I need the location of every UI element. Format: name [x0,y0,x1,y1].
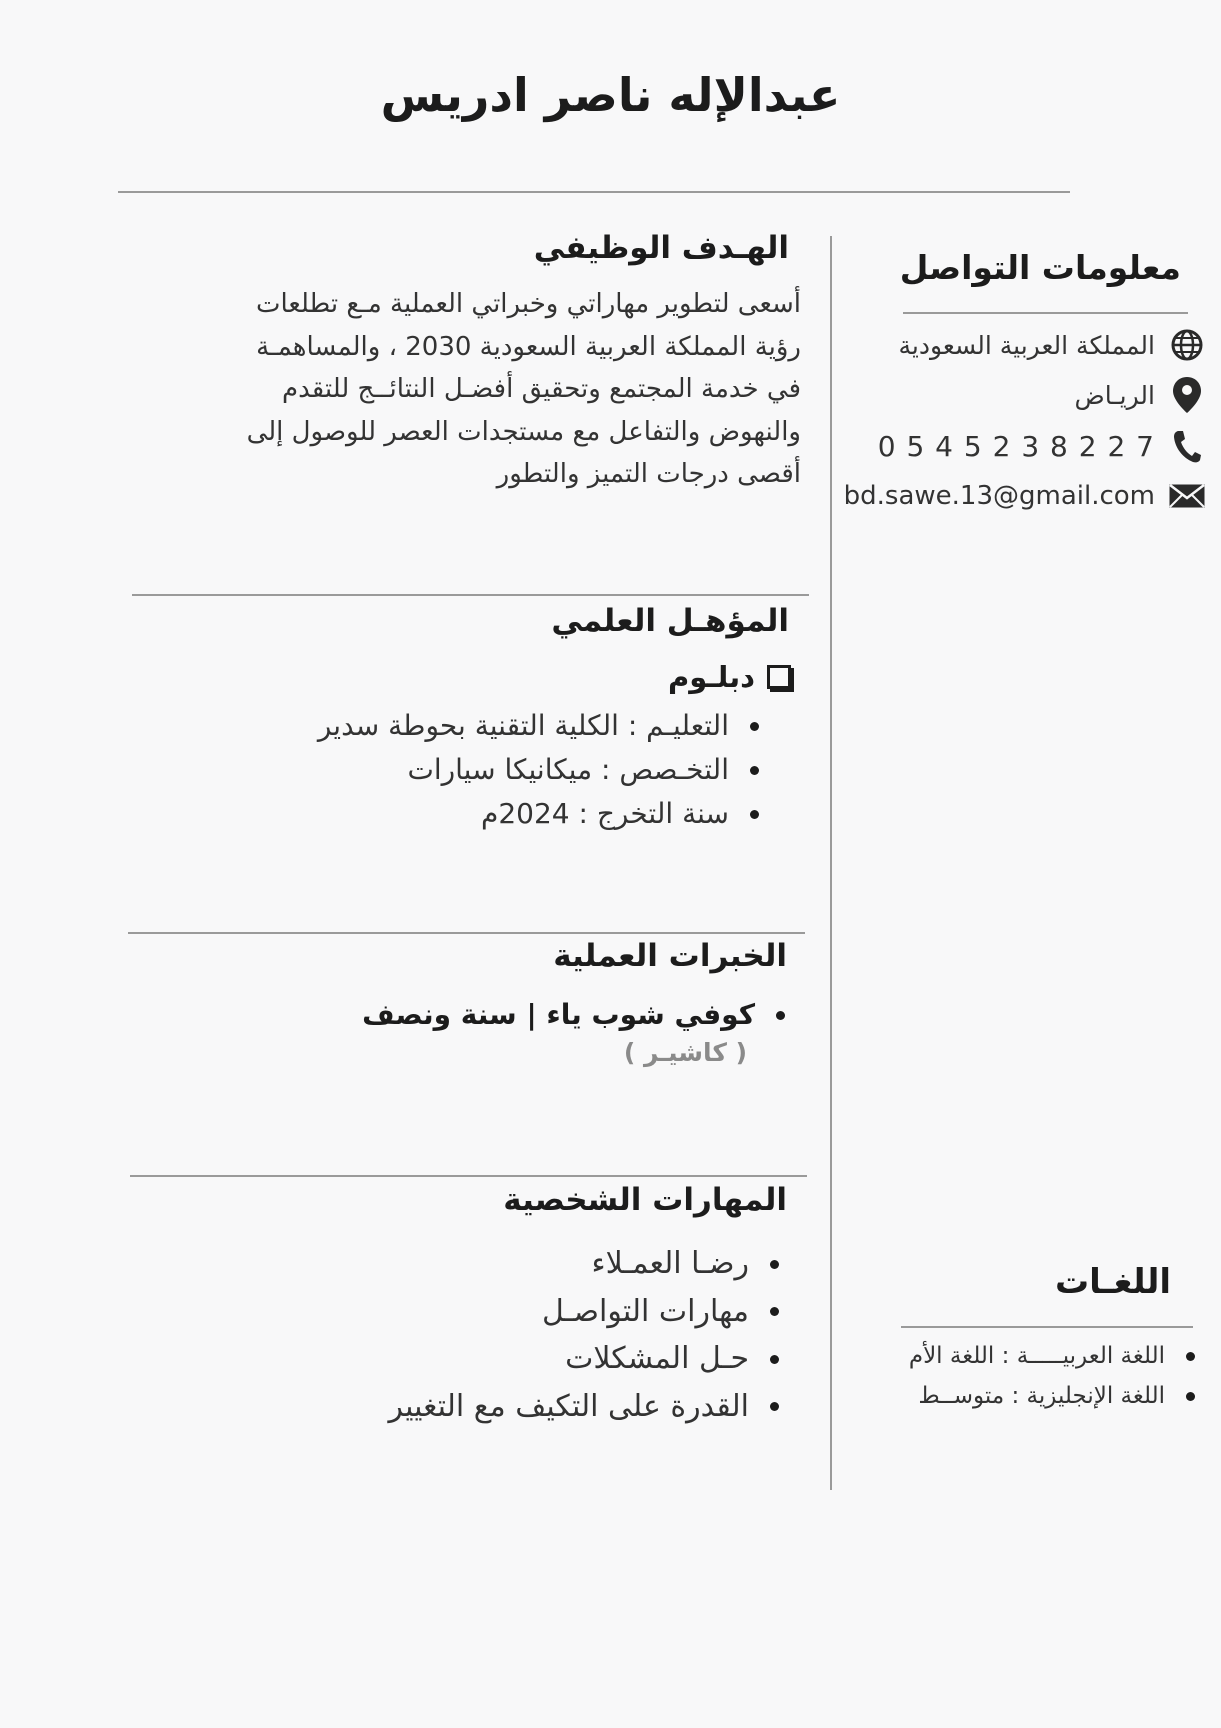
contact-phone[interactable] [817,424,1207,468]
experience-divider [128,932,805,934]
location-pin-icon [1167,375,1207,415]
contact-country [817,323,1207,367]
checkbox-icon [767,665,791,689]
header-divider [118,191,1070,193]
languages-heading: اللغـات [1054,1262,1171,1302]
objective-line: في خدمة المجتمع وتحقيق أفضـل النتائــج للتقدم [282,374,801,404]
objective-line: رؤية المملكة العربية السعودية 2030 ، والمساهمـة [256,331,801,362]
education-item: التخـصص : ميكانيكا سيارات [165,748,765,792]
skill-item: رضـا العمـلاء [185,1240,785,1288]
education-degree: دبلـوم [668,660,755,694]
envelope-icon [1167,476,1207,516]
contact-email-text: bd.sawe.13@gmail.com [843,481,1155,511]
experience-heading: الخبرات العملية [553,938,787,974]
objective-heading: الهـدف الوظيفي [533,230,789,266]
contact-email[interactable] [817,474,1207,518]
skills-list [185,1240,785,1430]
experience-place: كوفي شوب ياء | سنة ونصف [362,998,755,1031]
contact-country-text: المملكة العربية السعودية [898,330,1155,360]
globe-icon [1167,325,1207,365]
contact-divider [903,312,1188,314]
objective-text [121,283,801,496]
languages-divider [901,1326,1193,1328]
experience-item [191,995,791,1035]
education-divider [132,594,809,596]
language-item-english: اللغة الإنجليزية : متوســط [821,1376,1201,1416]
skills-heading: المهارات الشخصية [503,1182,787,1218]
skill-item: القدرة على التكيف مع التغيير [185,1383,785,1431]
languages-list [821,1336,1201,1416]
experience-role: ( كاشيـر ) [623,1038,747,1067]
objective-line: والنهوض والتفاعل مع مستجدات العصر للوصول إلى [246,416,801,447]
contact-phone-text: 0 5 4 5 2 3 8 2 2 7 [877,429,1155,463]
education-degree-row [391,660,791,694]
phone-icon [1167,426,1207,466]
contact-city [817,373,1207,417]
candidate-name: عبدالإله ناصر ادريس [380,68,841,122]
skill-item: مهارات التواصـل [185,1288,785,1336]
education-list [165,704,765,836]
contact-city-text: الريـاض [1074,380,1155,410]
experience-list [191,995,791,1035]
skills-divider [130,1175,807,1177]
contact-heading: معلومات التواصل [899,248,1181,287]
objective-line: أسعى لتطوير مهاراتي وخبراتي العملية مـع تطلعات [256,289,801,319]
language-item-arabic: اللغة العربيـــــة : اللغة الأم [821,1336,1201,1376]
education-item: سنة التخرج : 2024م [165,792,765,836]
education-heading: المؤهـل العلمي [551,603,789,639]
objective-line: أقصى درجات التميز والتطور [496,459,801,489]
skill-item: حـل المشكلات [185,1335,785,1383]
education-item: التعليـم : الكلية التقنية بحوطة سدير [165,704,765,748]
